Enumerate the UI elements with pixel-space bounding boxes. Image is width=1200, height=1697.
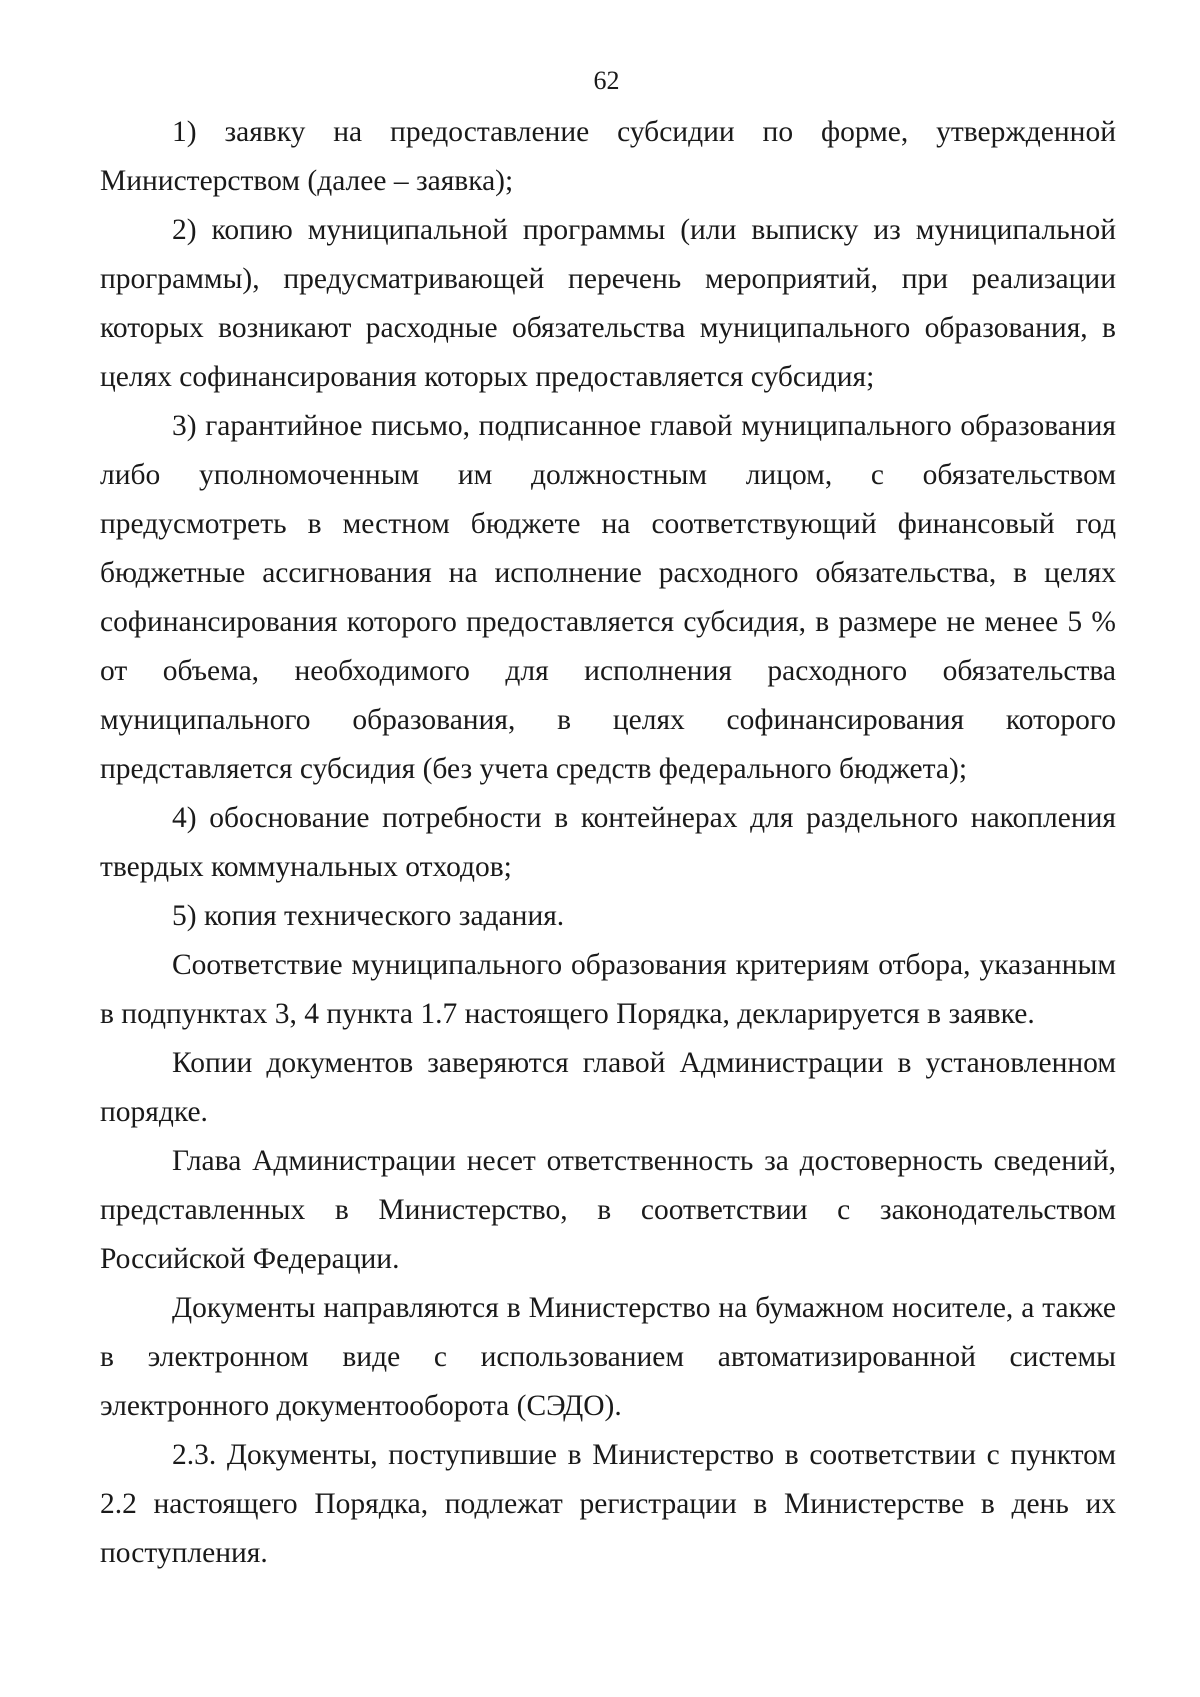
list-item-technical-specification: 5) копия технического задания. — [172, 900, 565, 932]
paragraph-document-certification: Копии документов заверяются главой Администрации в установленном порядке. — [100, 1047, 1116, 1128]
page-number: 62 — [593, 66, 620, 95]
list-item-application: 1) заявку на предоставление субсидии по форме, утвержденной Министерством (далее – заявка); — [100, 116, 1116, 197]
list-item-container-justification: 4) обоснование потребности в контейнерах для раздельного накопления твердых коммунальных отходов; — [100, 802, 1116, 883]
list-item-program-copy: 2) копию муниципальной программы (или выписку из муниципальной программы), предусматривающей перечень мероприятий, при реализации которых возникают расходные обязательства муниципального образования, в целях софинансирования которых предоставляется субсидия; — [100, 214, 1116, 393]
document-body — [100, 108, 1116, 1578]
list-item-guarantee-letter: 3) гарантийное письмо, подписанное главой муниципального образования либо уполномоченным им должностным лицом, с обязательством предусмотреть в местном бюджете на соответствующий финансовый год бюджетные ассигнования на исполнение расходного обязательства, в целях софинансирования которого предоставляется субсидия, в размере не менее 5 % от объема, необходимого для исполнения расходного обязательства муниципального образования, в целях софинансирования которого представляется субсидия (без учета средств федерального бюджета); — [100, 410, 1116, 785]
paragraph-section-2-3: 2.3. Документы, поступившие в Министерство в соответствии с пунктом 2.2 настоящего Порядка, подлежат регистрации в Министерстве в день их поступления. — [100, 1439, 1116, 1569]
paragraph-criteria-compliance: Соответствие муниципального образования критериям отбора, указанным в подпунктах 3, 4 пункта 1.7 настоящего Порядка, декларируется в заявке. — [100, 949, 1116, 1030]
paragraph-document-submission: Документы направляются в Министерство на бумажном носителе, а также в электронном виде с использованием автоматизированной системы электронного документооборота (СЭДО). — [100, 1292, 1116, 1422]
paragraph-head-responsibility: Глава Администрации несет ответственность за достоверность сведений, представленных в Министерство, в соответствии с законодательством Российской Федерации. — [100, 1145, 1116, 1275]
